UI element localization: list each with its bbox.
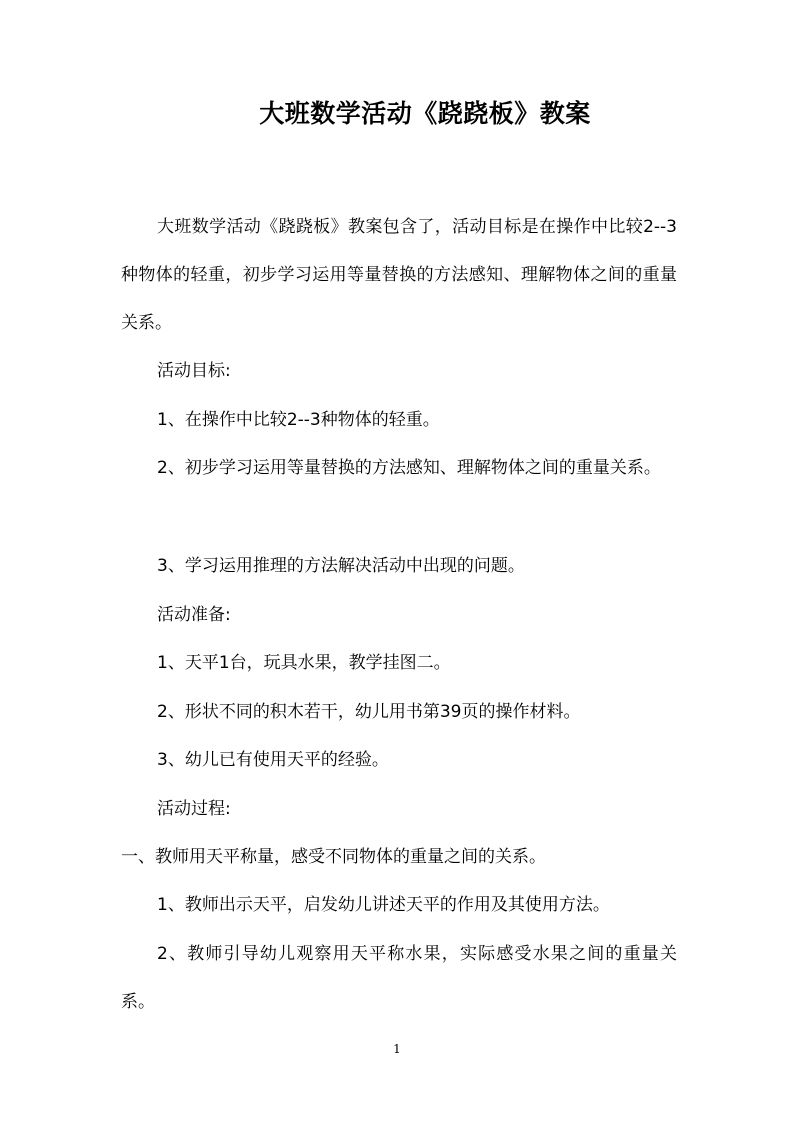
section-heading-preparation: 活动准备: [157, 605, 231, 625]
list-item: 1、教师出示天平，启发幼儿讲述天平的作用及其使用方法。 [157, 895, 610, 915]
list-item: 2、形状不同的积木若干，幼儿用书第39页的操作材料。 [157, 702, 581, 722]
list-item: 1、在操作中比较2--3种物体的轻重。 [157, 410, 440, 430]
section-heading-goals: 活动目标: [157, 361, 231, 381]
list-item: 3、学习运用推理的方法解决活动中出现的问题。 [157, 556, 525, 576]
paragraph-intro: 大班数学活动《跷跷板》教案包含了，活动目标是在操作中比较2--3种物体的轻重，初步学习运用等量替换的方法感知、理解物体之间的重量关系。 [121, 217, 677, 333]
section-heading-process: 活动过程: [157, 799, 231, 819]
list-item: 2、教师引导幼儿观察用天平称水果，实际感受水果之间的重量关系。 [121, 944, 677, 1012]
list-item: 3、幼儿已有使用天平的经验。 [157, 750, 389, 770]
list-item: 1、天平1台，玩具水果，教学挂图二。 [157, 653, 451, 673]
list-item: 一、教师用天平称量，感受不同物体的重量之间的关系。 [121, 847, 546, 867]
list-item: 2、初步学习运用等量替换的方法感知、理解物体之间的重量关系。 [157, 458, 661, 478]
page-title: 大班数学活动《跷跷板》教案 [259, 99, 591, 128]
page-number: 1 [393, 1042, 401, 1056]
